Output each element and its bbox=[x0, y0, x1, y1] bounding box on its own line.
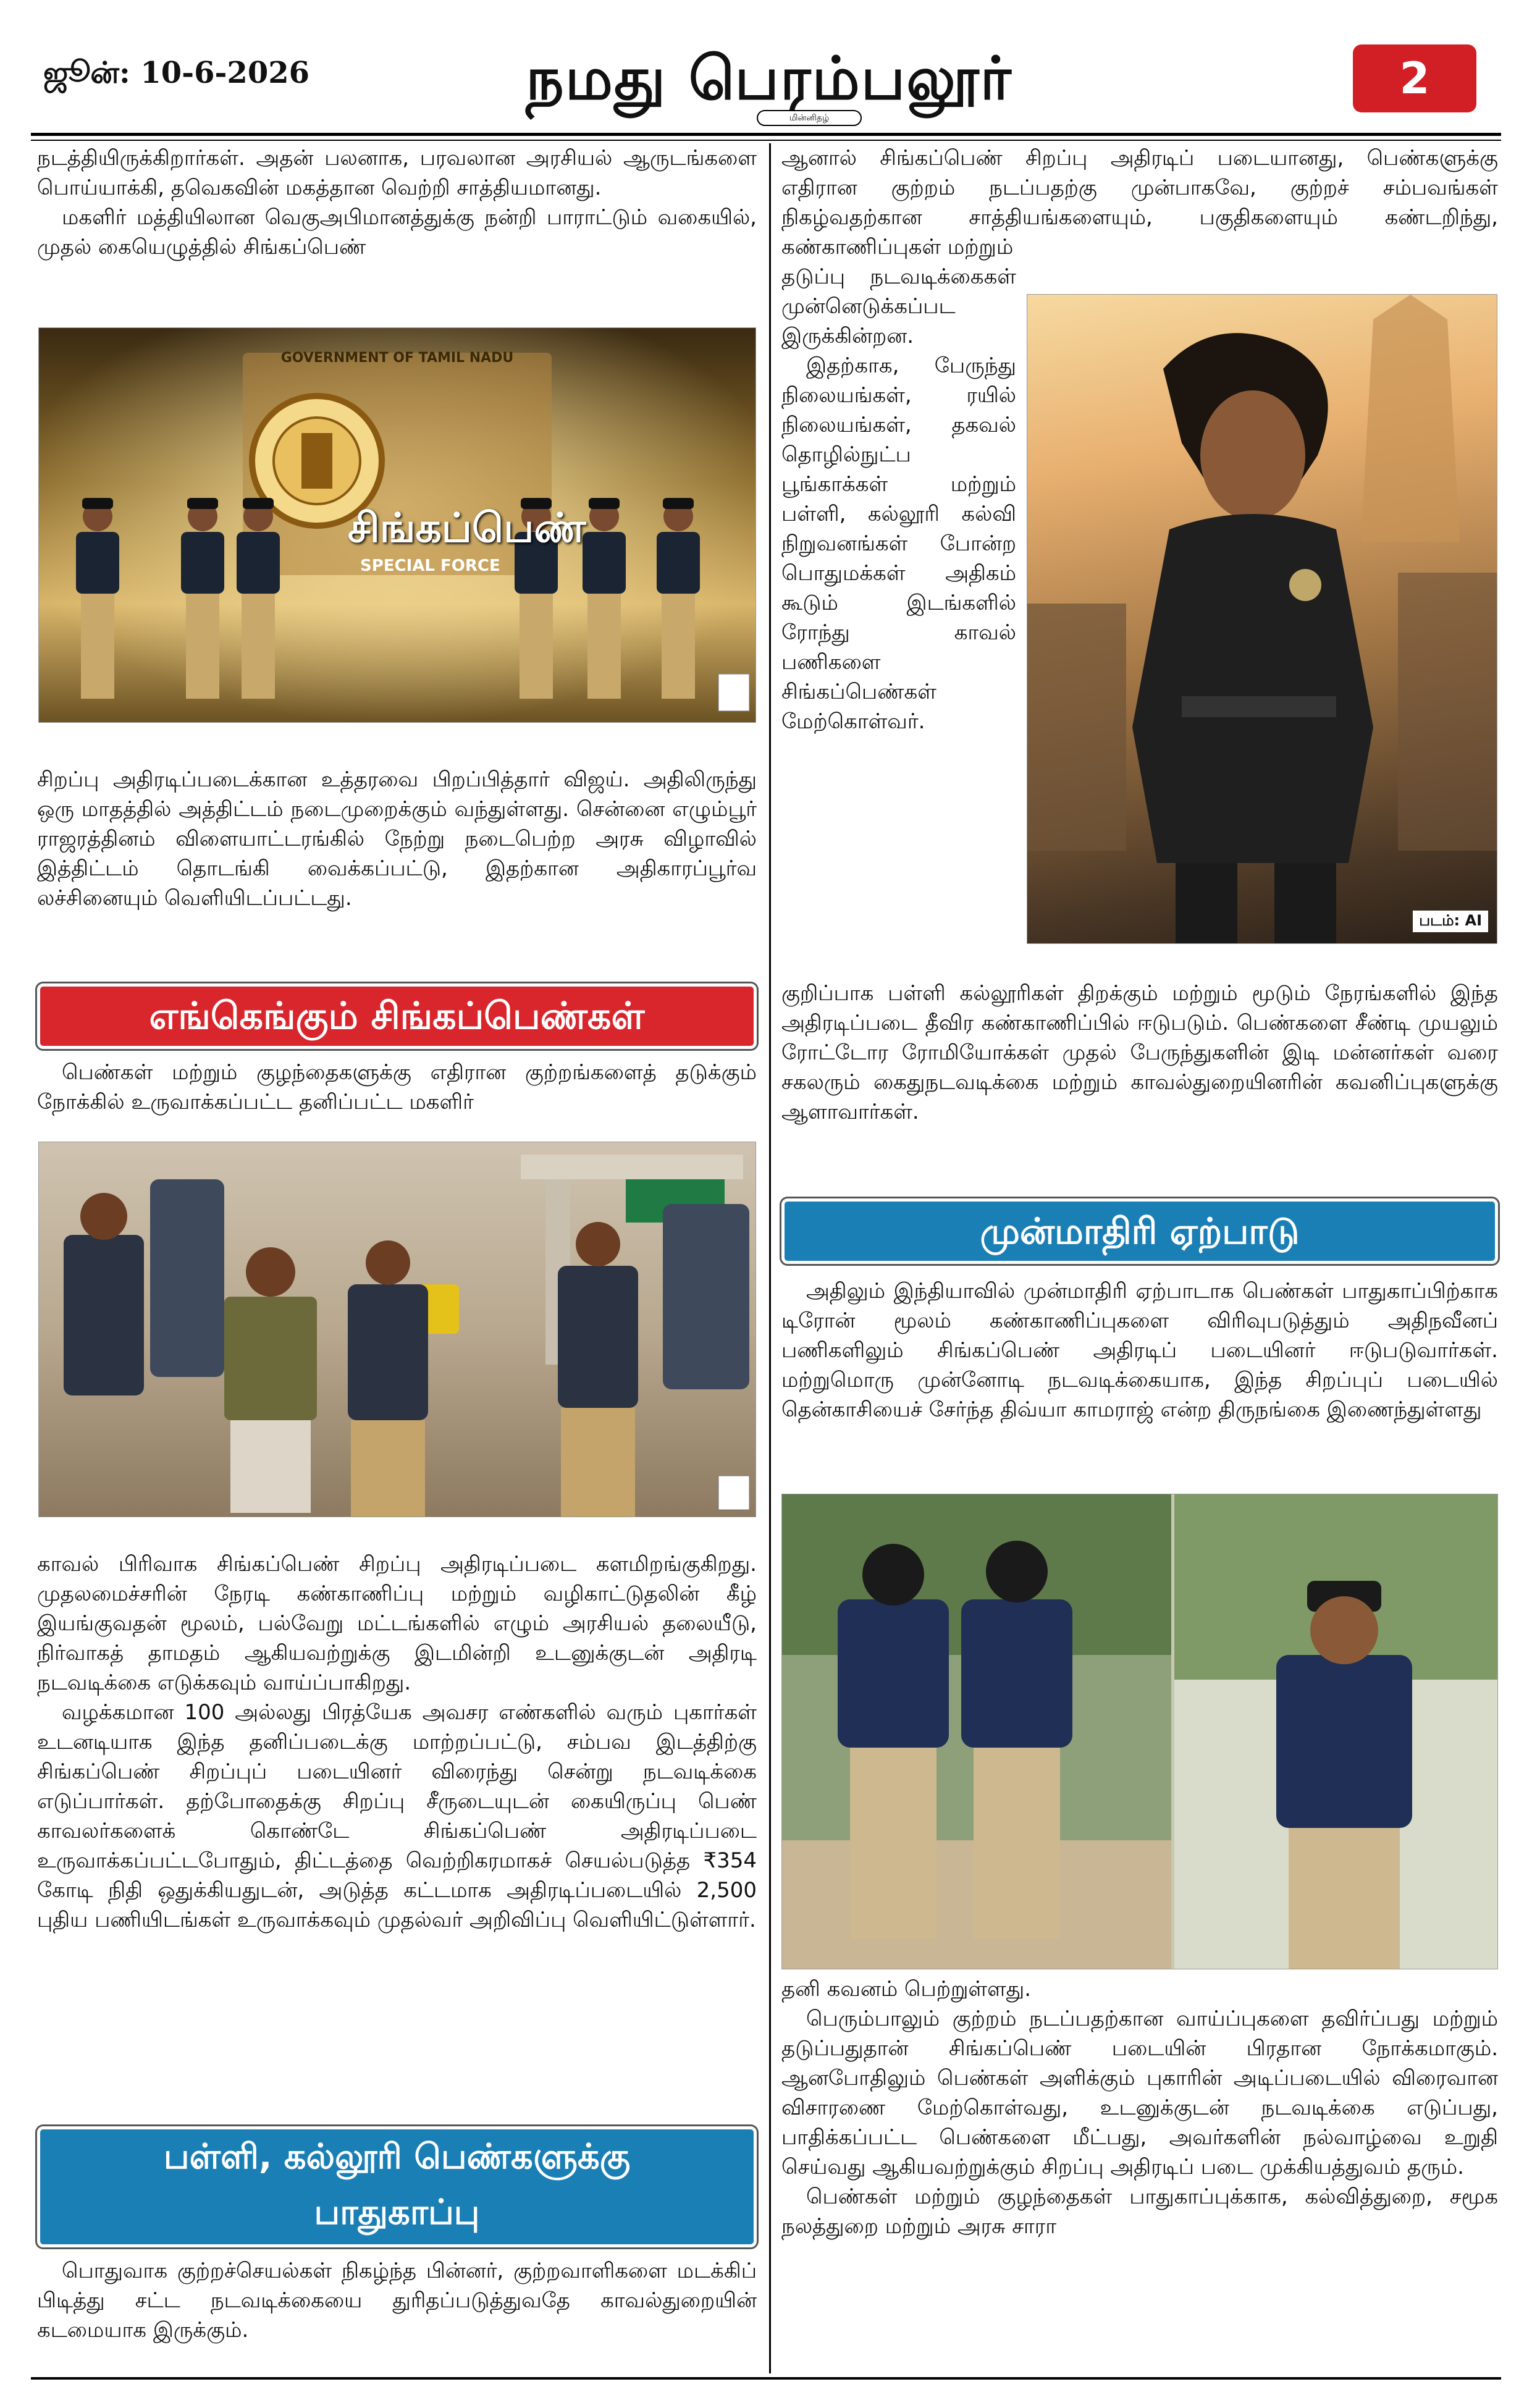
heading-line: பாதுகாப்பு bbox=[314, 2192, 480, 2233]
left-article-body-1 bbox=[37, 765, 757, 913]
masthead bbox=[37, 31, 1501, 136]
newspaper-subtitle: மின்னிதழ் bbox=[757, 110, 862, 126]
paragraph: பெண்கள் மற்றும் குழந்தைகள் பாதுகாப்புக்காக, கல்வித்துறை, சமூக நலத்துறை மற்றும் அரசு சாரா bbox=[781, 2184, 1498, 2239]
channel-logo-icon bbox=[718, 674, 749, 711]
right-narrow-text bbox=[781, 262, 1016, 736]
footer-rule bbox=[31, 2377, 1501, 2380]
right-article-body-3 bbox=[781, 1974, 1498, 2241]
left-article-intro bbox=[37, 143, 757, 262]
paragraph: அதிலும் இந்தியாவில் முன்மாதிரி ஏற்பாடாக பெண்கள் பாதுகாப்பிற்காக டிரோன் மூலம் கண்காணிப்புகளை விரிவுபடுத்தும் அதிநவீனப் பணிகளிலும் சிங்கப்பெண் அதிரடிப் படையினர் ஈடுபடுவார்கள். மற்றுமொரு முன்னோடி நடவடிக்கையாக, இந்த சிறப்புப் படையில் தென்காசியைச் சேர்ந்த திவ்யா காமராஜ் என்ற திருநங்கை இணைந்துள்ளது bbox=[781, 1279, 1498, 1422]
section-heading-everywhere: எங்கெங்கும் சிங்கப்பெண்கள் bbox=[37, 983, 757, 1049]
newspaper-title: நமது பெரம்பலூர் bbox=[526, 43, 1012, 113]
paragraph: மகளிர் மத்தியிலான வெகுஅபிமானத்துக்கு நன்றி பாராட்டும் வகையில், முதல் கையெழுத்தில் சிங்கப்பெண் bbox=[37, 205, 757, 259]
paragraph: நடத்தியிருக்கிறார்கள். அதன் பலனாக, பரவலான அரசியல் ஆருடங்களை பொய்யாக்கி, தவெகவின் மகத்தான வெற்றி சாத்தியமானது. bbox=[37, 146, 757, 200]
paragraph: தடுப்பு நடவடிக்கைகள் முன்னெடுக்கப்பட இருக்கின்றன. bbox=[781, 264, 1016, 348]
right-article-body-1 bbox=[781, 979, 1498, 1127]
header-rule bbox=[31, 133, 1501, 136]
section-heading-school-safety bbox=[37, 2126, 757, 2247]
arrest-scene-photo bbox=[38, 1142, 756, 1517]
right-article-body-2 bbox=[781, 1276, 1498, 1425]
paragraph: தனி கவனம் பெற்றுள்ளது. bbox=[781, 1977, 1032, 2002]
issue-date: ஜூன்: 10-6-2026 bbox=[43, 56, 310, 90]
paragraph: பெண்கள் மற்றும் குழந்தைகளுக்கு எதிரான குற்றங்களைத் தடுக்கும் நோக்கில் உருவாக்கப்பட்ட தனிப்பட்ட மகளிர் bbox=[37, 1060, 757, 1114]
transgender-officer-photos bbox=[781, 1494, 1498, 1969]
section-heading-model-arrangement: முன்மாதிரி ஏற்பாடு bbox=[781, 1198, 1498, 1264]
arrest-scene-illustration bbox=[39, 1142, 756, 1517]
paragraph: சிறப்பு அதிரடிப்படைக்கான உத்தரவை பிறப்பித்தார் விஜய். அதிலிருந்து ஒரு மாதத்தில் அத்திட்டம் நடைமுறைக்கும் வந்துள்ளது. சென்னை எழும்பூர் ராஜரத்தினம் விளையாட்டரங்கில் நேற்று நடைபெற்ற அரசு விழாவில் இத்திட்டம் தொடங்கி வைக்கப்பட்டு, இதற்கான அதிகாரப்பூர்வ லச்சினையும் வெளியிடப்பட்டது. bbox=[37, 767, 757, 911]
paragraph: குறிப்பாக பள்ளி கல்லூரிகள் திறக்கும் மற்றும் மூடும் நேரங்களில் இந்த அதிரடிப்படை தீவிர கண்காணிப்பில் ஈடுபடும். பெண்களை சீண்டி முயலும் ரோட்டோர ரோமியோக்கள் முதல் பேருந்துகளின் இடி மன்னர்கள் வரை சகலரும் கைதுநடவடிக்கை மற்றும் காவல்துறையினரின் கவனிப்புகளுக்கு ஆளாவார்கள். bbox=[781, 981, 1498, 1124]
paragraph: பெரும்பாலும் குற்றம் நடப்பதற்கான வாய்ப்புகளை தவிர்ப்பது மற்றும் தடுப்பதுதான் சிங்கப்பெண் படையின் பிரதான நோக்கமாகும். ஆனபோதிலும் பெண்கள் அளிக்கும் புகாரின் அடிப்படையில் விரைவான விசாரணை மேற்கொள்வது, உடனுக்குடன் நடவடிக்கை எடுப்பது, பாதிக்கப்பட்ட பெண்களை மீட்பது, அவர்களின் நல்வாழ்வை உறுதி செய்வது ஆகியவற்றுக்கும் சிறப்பு அதிரடிப் படை முக்கியத்துவம் தரும். bbox=[781, 2006, 1498, 2179]
header-rule-thin bbox=[31, 140, 1501, 141]
paragraph: காவல் பிரிவாக சிங்கப்பெண் சிறப்பு அதிரடிப்படை களமிறங்குகிறது. முதலமைச்சரின் நேரடி கண்காணிப்பு மற்றும் வழிகாட்டுதலின் கீழ் இயங்குவதன் மூலம், பல்வேறு மட்டங்களில் எழும் அரசியல் தலையீடு, நிர்வாகத் தாமதம் ஆகியவற்றுக்கு இடமின்றி உடனுக்குடன் அதிரடி நடவடிக்கை எடுக்கவும் வாய்ப்பாகிறது. bbox=[37, 1552, 757, 1695]
left-article-body-2 bbox=[37, 1058, 757, 1117]
ai-officer-portrait bbox=[1027, 294, 1497, 944]
heading-line: பள்ளி, கல்லூரி பெண்களுக்கு bbox=[163, 2137, 631, 2177]
paragraph: பொதுவாக குற்றச்செயல்கள் நிகழ்ந்த பின்னர், குற்றவாளிகளை மடக்கிப் பிடித்து சட்ட நடவடிக்கையை துரிதப்படுத்துவதே காவல்துறையின் கடமையாக இருக்கும். bbox=[37, 2259, 757, 2343]
launch-event-photo bbox=[38, 327, 756, 723]
emblem-caption: சிங்கப்பெண் bbox=[348, 504, 586, 552]
channel-logo-icon bbox=[718, 1476, 749, 1510]
photo-credit: படம்: AI bbox=[1413, 911, 1488, 932]
paragraph: இதற்காக, பேருந்து நிலையங்கள், ரயில் நிலையங்கள், தகவல் தொழில்நுட்ப பூங்காக்கள் மற்றும் பள்ளி, கல்லூரி கல்வி நிறுவனங்கள் போன்ற பொதுமக்கள் அதிகம் கூடும் இடங்களில் ரோந்து காவல் பணிகளை சிங்கப்பெண்கள் மேற்கொள்வர். bbox=[781, 353, 1016, 734]
force-caption: SPECIAL FORCE bbox=[360, 557, 500, 575]
officers-illustration bbox=[782, 1494, 1498, 1969]
page-number-badge: 2 bbox=[1353, 44, 1476, 112]
officer-illustration bbox=[1027, 295, 1497, 944]
column-divider bbox=[769, 143, 771, 2373]
government-sign: GOVERNMENT OF TAMIL NADU bbox=[280, 350, 514, 366]
paragraph: வழக்கமான 100 அல்லது பிரத்யேக அவசர எண்களில் வரும் புகார்கள் உடனடியாக இந்த தனிப்படைக்கு மாற்றப்பட்டு, சம்பவ இடத்திற்கு சிங்கப்பெண் சிறப்புப் படையினர் விரைந்து சென்று நடவடிக்கை எடுப்பார்கள். தற்போதைக்கு சிறப்பு சீருடையுடன் கையிருப்பு பெண் காவலர்களைக் கொண்டே சிங்கப்பெண் அதிரடிப்படை உருவாக்கப்பட்டபோதும், திட்டத்தை வெற்றிகரமாகச் செயல்படுத்த ₹354 கோடி நிதி ஒதுக்கியதுடன், அடுத்த கட்டமாக அதிரடிப்படையில் 2,500 புதிய பணியிடங்கள் உருவாக்கவும் முதல்வர் அறிவிப்பு வெளியிட்டுள்ளார். bbox=[37, 1700, 757, 1932]
right-article-intro bbox=[781, 143, 1498, 262]
paragraph: ஆனால் சிங்கப்பெண் சிறப்பு அதிரடிப் படையானது, பெண்களுக்கு எதிரான குற்றம் நடப்பதற்கு முன்பாகவே, குற்றச் சம்பவங்கள் நிகழ்வதற்கான சாத்தியங்களையும், பகுதிகளையும் கண்டறிந்து, கண்காணிப்புகள் மற்றும் bbox=[781, 146, 1498, 259]
left-article-body-3 bbox=[37, 1549, 757, 1935]
left-article-body-4 bbox=[37, 2256, 757, 2345]
